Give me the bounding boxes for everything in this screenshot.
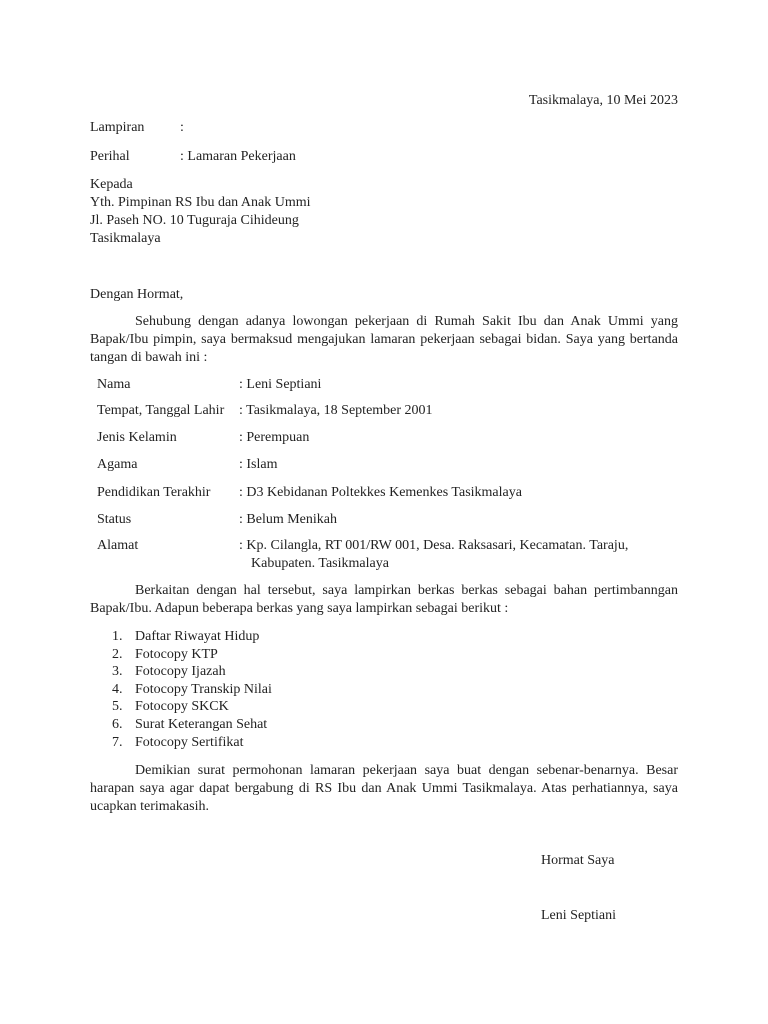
list-item-text: Fotocopy Transkip Nilai: [135, 681, 272, 697]
list-item-number: 3.: [112, 664, 123, 680]
place-date: Tasikmalaya, 10 Mei 2023: [528, 93, 678, 108]
identity-label: Nama: [97, 377, 131, 392]
identity-value: : Perempuan: [239, 430, 310, 445]
intro-paragraph: Sehubung dengan adanya lowongan pekerjaan di Rumah Sakit Ibu dan Anak Ummi yang Bapak/Ibu pimpin, saya bermaksud mengajukan lamaran pekerjaan sebagai bidan. Saya yang bertanda tangan di bawah ini :: [90, 314, 678, 365]
closing-paragraph: Demikian surat permohonan lamaran pekerjaan saya buat dengan sebenar-benarnya. Besar harapan saya agar dapat bergabung di RS Ibu dan Anak Ummi Tasikmalaya. Atas perhatiannya, saya ucapkan terimakasih.: [90, 763, 678, 814]
attachments-paragraph: Berkaitan dengan hal tersebut, saya lampirkan berkas berkas sebagai bahan pertimbanngan Bapak/Ibu. Adapun beberapa berkas yang saya lampirkan sebagai berikut :: [90, 583, 678, 616]
perihal-value: : Lamaran Pekerjaan: [180, 149, 296, 164]
lampiran-value: :: [180, 120, 184, 135]
signer-name: Leni Septiani: [541, 908, 617, 923]
list-item-number: 7.: [112, 734, 123, 750]
identity-label: Alamat: [97, 538, 139, 553]
list-item-text: Fotocopy KTP: [135, 646, 218, 662]
identity-value: : Kp. Cilangla, RT 001/RW 001, Desa. Raksasari, Kecamatan. Taraju,: [239, 538, 629, 553]
identity-label: Pendidikan Terakhir: [97, 485, 211, 500]
identity-value: : Belum Menikah: [239, 512, 337, 527]
identity-value: : Leni Septiani: [239, 377, 322, 392]
identity-value: : Tasikmalaya, 18 September 2001: [239, 403, 433, 418]
recipient-line: Jl. Paseh NO. 10 Tuguraja Cihideung: [90, 213, 299, 228]
identity-value: : Islam: [239, 457, 278, 472]
perihal-label: Perihal: [90, 149, 130, 164]
recipient-line: Kepada: [90, 177, 133, 192]
closing-greeting: Hormat Saya: [541, 853, 615, 868]
identity-label: Tempat, Tanggal Lahir: [97, 403, 225, 418]
list-item-number: 4.: [112, 681, 123, 697]
list-item-number: 1.: [112, 629, 123, 644]
list-item-text: Fotocopy SKCK: [135, 699, 229, 715]
lampiran-label: Lampiran: [90, 120, 145, 135]
list-item-text: Daftar Riwayat Hidup: [135, 629, 260, 644]
recipient-line: Tasikmalaya: [90, 231, 161, 246]
identity-value: : D3 Kebidanan Poltekkes Kemenkes Tasikmalaya: [239, 485, 522, 500]
identity-label: Jenis Kelamin: [97, 430, 177, 445]
identity-value-continuation: Kabupaten. Tasikmalaya: [251, 556, 389, 571]
list-item-text: Surat Keterangan Sehat: [135, 716, 268, 732]
list-item-number: 2.: [112, 646, 123, 662]
salutation: Dengan Hormat,: [90, 287, 184, 302]
list-item-number: 6.: [112, 716, 123, 732]
list-item-text: Fotocopy Sertifikat: [135, 734, 244, 750]
identity-label: Status: [97, 512, 132, 527]
recipient-line: Yth. Pimpinan RS Ibu dan Anak Ummi: [90, 195, 311, 210]
list-item-number: 5.: [112, 699, 123, 715]
list-item-text: Fotocopy Ijazah: [135, 664, 226, 680]
identity-label: Agama: [97, 457, 138, 472]
